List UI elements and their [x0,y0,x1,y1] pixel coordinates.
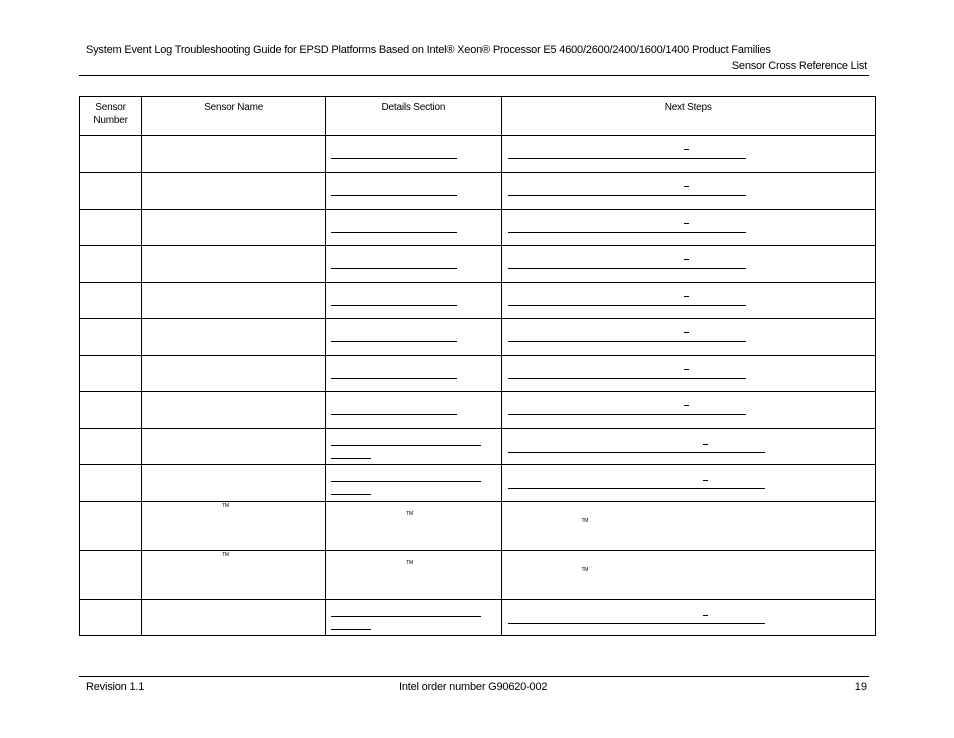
table-row [80,392,876,429]
sensor-number-cell [80,551,142,600]
dash-mark [703,615,708,616]
sensor-name-cell [142,173,326,210]
details-link[interactable] [331,232,457,233]
next-steps-cell[interactable] [501,210,876,246]
trademark-mark: TM [406,560,413,566]
next-steps-cell[interactable] [501,429,876,465]
details-section-cell[interactable] [326,392,501,429]
sensor-number-cell [80,319,142,356]
table-row [80,246,876,283]
details-link[interactable] [331,195,457,196]
details-link[interactable] [331,445,481,446]
details-section-cell[interactable] [326,429,501,465]
sensor-name-cell [142,600,326,636]
details-link[interactable] [331,414,457,415]
table-row [80,283,876,319]
sensor-name-cell [142,465,326,502]
next-steps-link[interactable] [508,268,746,269]
sensor-number-cell [80,465,142,502]
table-row [80,319,876,356]
details-link-continued[interactable] [331,629,371,630]
table-row [80,429,876,465]
table-row [80,356,876,392]
details-section-cell[interactable] [326,210,501,246]
dash-mark [684,149,689,150]
sensor-number-cell [80,600,142,636]
details-section-cell[interactable] [326,319,501,356]
next-steps-link[interactable] [508,305,746,306]
sensor-name-cell [142,392,326,429]
sensor-name-cell [142,246,326,283]
table-row [80,136,876,173]
column-header-details-section: Details Section [326,97,501,136]
trademark-mark: TM [222,503,229,509]
details-link[interactable] [331,481,481,482]
dash-mark [684,296,689,297]
details-link-continued[interactable] [331,494,371,495]
sensor-number-cell [80,246,142,283]
sensor-number-cell [80,392,142,429]
dash-mark [684,259,689,260]
sensor-number-cell [80,136,142,173]
dash-mark [684,369,689,370]
next-steps-link[interactable] [508,488,765,489]
next-steps-cell[interactable] [501,319,876,356]
next-steps-link[interactable] [508,158,746,159]
dash-mark [703,444,708,445]
details-section-cell [326,551,501,600]
sensor-name-cell [142,356,326,392]
sensor-name-cell [142,319,326,356]
trademark-mark: TM [406,511,413,517]
details-section-cell[interactable] [326,600,501,636]
next-steps-link[interactable] [508,341,746,342]
sensor-cross-reference-table [79,96,876,636]
details-link[interactable] [331,378,457,379]
next-steps-cell[interactable] [501,392,876,429]
next-steps-link[interactable] [508,452,765,453]
details-link[interactable] [331,305,457,306]
sensor-number-cell [80,283,142,319]
details-link-continued[interactable] [331,458,371,459]
dash-mark [684,405,689,406]
details-section-cell[interactable] [326,356,501,392]
next-steps-cell [501,551,876,600]
next-steps-link[interactable] [508,195,746,196]
sensor-name-cell [142,283,326,319]
section-title: Sensor Cross Reference List [731,60,867,72]
order-number: Intel order number G90620-002 [399,681,548,693]
table-row [80,210,876,246]
dash-mark [684,332,689,333]
sensor-number-cell [80,173,142,210]
column-header-next-steps: Next Steps [501,97,876,136]
details-section-cell[interactable] [326,246,501,283]
next-steps-cell[interactable] [501,283,876,319]
details-section-cell [326,502,501,551]
next-steps-cell [501,502,876,551]
dash-mark [684,223,689,224]
next-steps-link[interactable] [508,623,765,624]
next-steps-link[interactable] [508,378,746,379]
details-link[interactable] [331,341,457,342]
next-steps-cell[interactable] [501,465,876,502]
sensor-name-cell [142,502,326,551]
next-steps-cell[interactable] [501,173,876,210]
table-row [80,173,876,210]
details-section-cell[interactable] [326,136,501,173]
sensor-number-cell [80,210,142,246]
sensor-name-cell [142,136,326,173]
next-steps-cell[interactable] [501,136,876,173]
revision-label: Revision 1.1 [86,681,145,693]
next-steps-cell[interactable] [501,246,876,283]
sensor-name-cell [142,429,326,465]
page-number: 19 [854,681,867,693]
next-steps-link[interactable] [508,232,746,233]
header-divider [79,75,869,76]
table-header-row [80,97,876,136]
details-link[interactable] [331,158,457,159]
sensor-number-cell [80,502,142,551]
table-row [80,551,876,600]
dash-mark [684,186,689,187]
details-section-cell[interactable] [326,173,501,210]
dash-mark [703,480,708,481]
column-header-sensor-name: Sensor Name [142,97,326,136]
table-row [80,502,876,551]
sensor-number-cell [80,356,142,392]
next-steps-link[interactable] [508,414,746,415]
sensor-name-cell [142,210,326,246]
column-header-sensor-number: Sensor Number [80,97,142,136]
next-steps-cell[interactable] [501,600,876,636]
next-steps-cell[interactable] [501,356,876,392]
sensor-name-cell [142,551,326,600]
details-section-cell[interactable] [326,465,501,502]
trademark-mark: TM [581,518,589,524]
document-title: System Event Log Troubleshooting Guide for EPSD Platforms Based on Intel® Xeon® Processor E5 4600/2600/2400/1600/1400 Product Families [86,44,771,56]
trademark-mark: TM [222,552,229,558]
table-row [80,465,876,502]
table-row [80,600,876,636]
details-link[interactable] [331,268,457,269]
trademark-mark: TM [581,567,589,573]
details-link[interactable] [331,616,481,617]
footer-divider [79,676,869,677]
details-section-cell[interactable] [326,283,501,319]
sensor-number-cell [80,429,142,465]
